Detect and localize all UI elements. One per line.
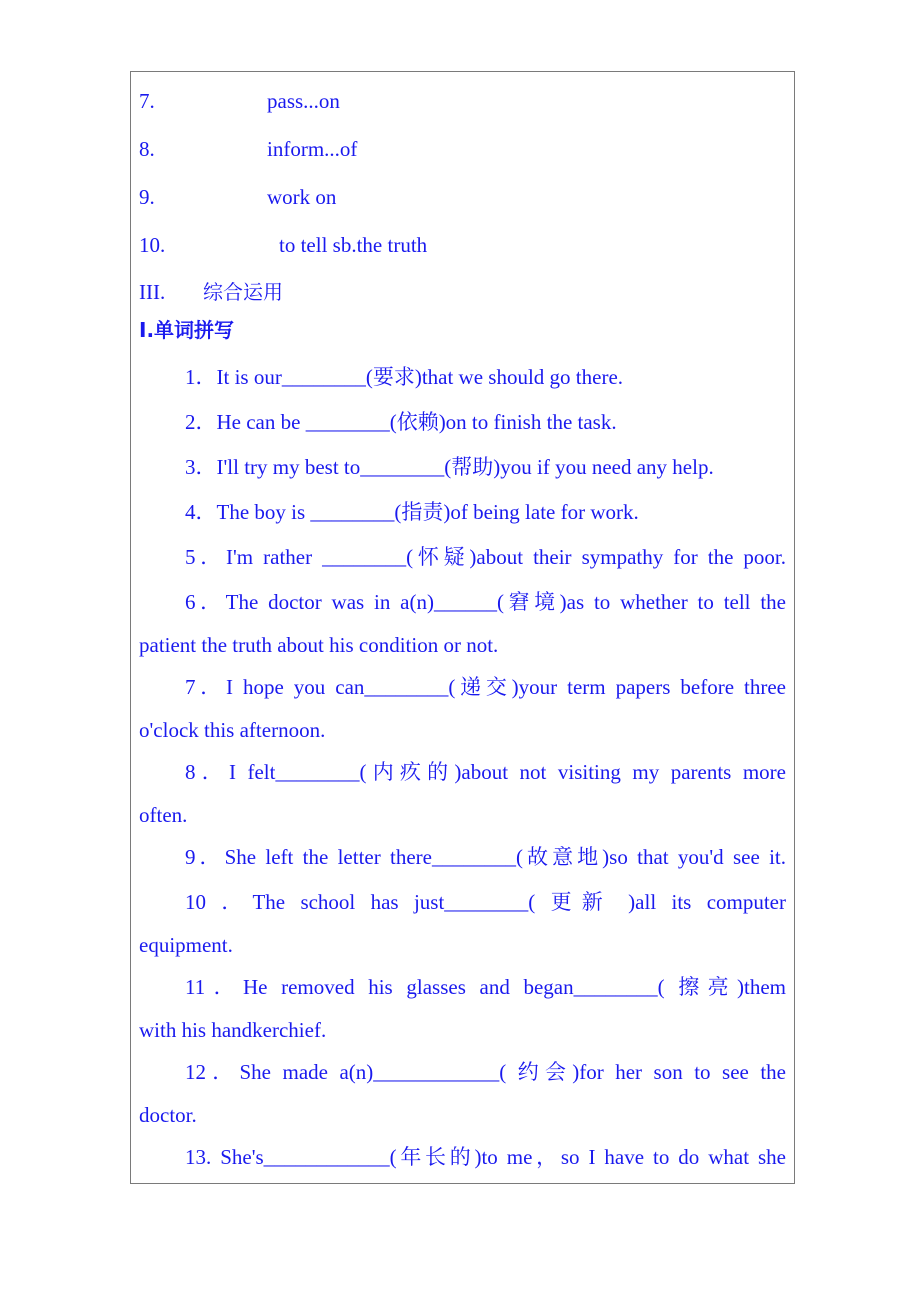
question-7: 7．I hope you can________(递交)your term papers before three	[185, 675, 786, 699]
question-7-cont: o'clock this afternoon.	[139, 718, 326, 742]
section-heading-spelling: Ⅰ.单词拼写	[139, 318, 235, 342]
question-5: 5．I'm rather ________(怀疑)about their sympathy for the poor.	[185, 545, 786, 569]
phrase-number: 9.	[139, 185, 155, 209]
question-11: 11．He removed his glasses and began________( 擦亮)them	[185, 975, 786, 999]
section-number: III.	[139, 280, 166, 304]
question-8: 8．I felt________(内疚的)about not visiting my parents more	[185, 760, 786, 784]
question-2: 2．He can be ________(依赖)on to finish the task.	[185, 410, 617, 434]
question-12-cont: doctor.	[139, 1103, 197, 1127]
question-6: 6．The doctor was in a(n)______(窘境)as to whether to tell the	[185, 590, 786, 614]
question-4: 4．The boy is ________(指责)of being late for work.	[185, 500, 639, 524]
phrase-text: pass...on	[267, 89, 340, 113]
question-6-cont: patient the truth about his condition or not.	[139, 633, 499, 657]
section-heading-iii	[139, 279, 786, 305]
section-title: 综合运用	[203, 280, 283, 304]
phrase-item	[139, 88, 786, 114]
question-12: 12．She made a(n)____________( 约会)for her son to see the	[185, 1060, 786, 1084]
phrase-text: work on	[267, 185, 337, 209]
question-11-cont: with his handkerchief.	[139, 1018, 327, 1042]
question-1: 1．It is our________(要求)that we should go there.	[185, 365, 624, 389]
phrase-text: to tell sb.the truth	[279, 233, 428, 257]
question-10-cont: equipment.	[139, 933, 233, 957]
phrase-item	[139, 232, 786, 258]
question-8-cont: often.	[139, 803, 188, 827]
question-9: 9．She left the letter there________(故意地)so that you'd see it.	[185, 845, 786, 869]
phrase-item	[139, 136, 786, 162]
phrase-number: 8.	[139, 137, 155, 161]
question-10: 10 ．The school has just________( 更新 )all its computer	[185, 890, 786, 914]
phrase-number: 7.	[139, 89, 155, 113]
phrase-number: 10.	[139, 233, 166, 257]
question-3: 3．I'll try my best to________(帮助)you if you need any help.	[185, 455, 714, 479]
document-page-frame	[130, 71, 795, 1184]
phrase-item	[139, 184, 786, 210]
phrase-text: inform...of	[267, 137, 358, 161]
question-13: 13. She's____________(年长的)to me，so I have to do what she	[185, 1145, 786, 1169]
